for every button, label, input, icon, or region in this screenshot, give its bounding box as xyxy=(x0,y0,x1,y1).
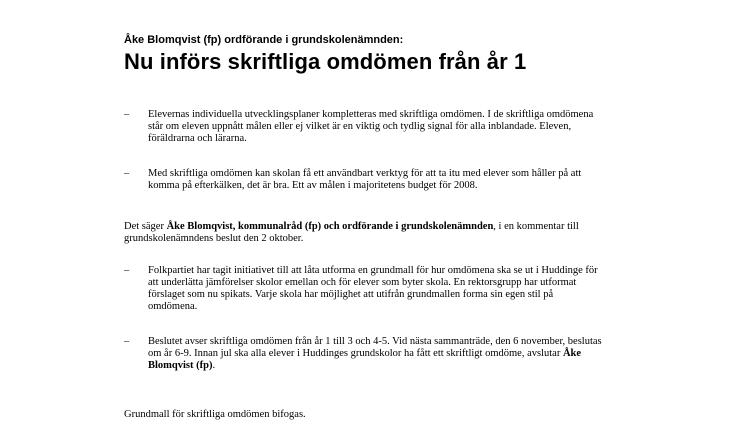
footer-note: Grundmall för skriftliga omdömen bifogas. xyxy=(124,409,306,420)
bullet-list-bottom-2 xyxy=(124,336,604,372)
bullet-4-post: . xyxy=(212,360,216,371)
list-item xyxy=(124,109,604,145)
list-item xyxy=(124,265,604,313)
list-item xyxy=(124,168,604,192)
list-item xyxy=(124,336,604,372)
dash-marker: – xyxy=(124,265,130,276)
bullet-text xyxy=(148,336,604,372)
headline: Nu införs skriftliga omdömen från år 1 xyxy=(124,49,527,74)
bullet-text: Med skriftliga omdömen kan skolan få ett användbart verktyg för att ta itu med elever som håller på att komma på efterkälken, det är bra. Ett av målen i majoritetens budget för 2008. xyxy=(148,168,582,191)
bullet-list-top xyxy=(124,109,604,145)
bullet-4-pre: Beslutet avser skriftliga omdömen från år 1 till 3 och 4-5. Vid nästa sammanträde, den 6 november, beslutas om år 6-9. Innan jul ska alla elever i Huddinges grundskolor ha fått ett skriftligt omdöme, avslutar xyxy=(148,336,602,359)
dash-marker: – xyxy=(124,336,130,347)
press-release xyxy=(124,34,604,420)
statement-bold: Åke Blomqvist, kommunalråd (fp) och ordförande i grundskolenämnden xyxy=(166,221,494,232)
kicker: Åke Blomqvist (fp) ordförande i grundskolenämnden: xyxy=(124,34,404,46)
bullet-text: Folkpartiet har tagit initiativet till att låta utforma en grundmall för hur omdömena ska se ut i Huddinge för att underlätta jämförelser skolor emellan och för elever som byter skola. En rektorsgrupp har utformat förslaget som nu spikats. Varje skola har möjlighet att utifrån grundmallen forma sin egen stil på omdömena. xyxy=(148,265,598,312)
bullet-4-bold: Åke Blomqvist (fp) xyxy=(148,348,582,371)
statement-post: , i en kommentar till grundskolenämndens beslut den 2 oktober. xyxy=(124,221,579,244)
dash-marker: – xyxy=(124,109,130,120)
bullet-text: Elevernas individuella utvecklingsplaner kompletteras med skriftliga omdömen. I de skriftliga omdömena står om eleven uppnått målen eller ej vilket är en viktig och tydlig signal för alla inblandade. Eleven, föräldrarna och lärarna. xyxy=(148,109,594,144)
dash-marker: – xyxy=(124,168,130,179)
statement-paragraph xyxy=(124,221,604,245)
bullet-list-top-2 xyxy=(124,168,604,192)
statement-pre: Det säger xyxy=(124,221,167,232)
bullet-list-bottom xyxy=(124,265,604,313)
